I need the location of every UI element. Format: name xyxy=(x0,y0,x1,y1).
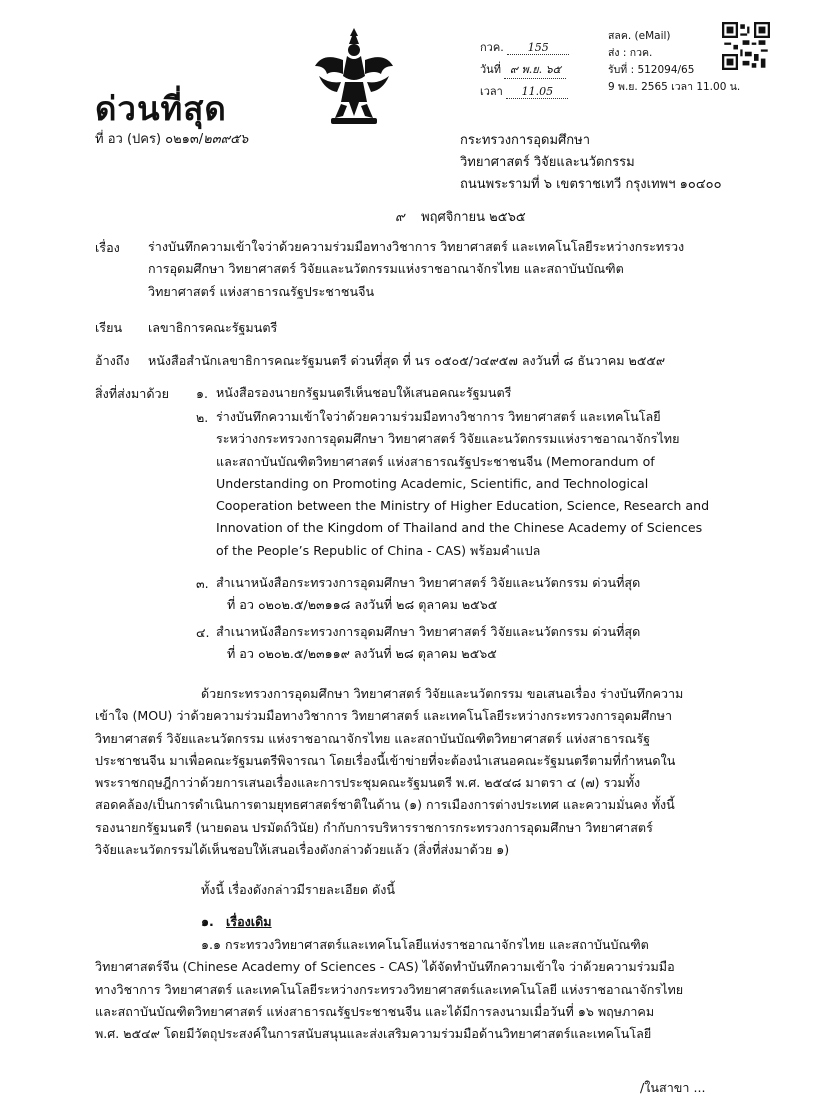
enclosure-line: ที่ อว ๐๒๐๒.๕/๒๓๑๑๘ ลงวันที่ ๒๘ ตุลาคม ๒๕๖๕ xyxy=(227,597,498,613)
sender-address-line1: กระทรวงการอุดมศึกษา xyxy=(460,133,590,148)
receipt-time-label: เวลา xyxy=(480,85,503,98)
enclosure-item xyxy=(216,621,640,666)
continued-marker: /ในสาขา ... xyxy=(640,1080,706,1095)
enclosure-line: และสถาบันบัณฑิตวิทยาศาสตร์ แห่งสาธารณรัฐประชาชนจีน (Memorandum of xyxy=(216,453,655,469)
email-stamp-line4: 9 พ.ย. 2565 เวลา 11.00 น. xyxy=(608,81,741,93)
section-title: เรื่องเดิม xyxy=(226,914,272,929)
receipt-date-label: วันที่ xyxy=(480,63,501,76)
email-stamp-line1: สลค. (eMail) xyxy=(608,30,671,42)
enclosure-line: ร่างบันทึกความเข้าใจว่าด้วยความร่วมมือทางวิชาการ วิทยาศาสตร์ และเทคโนโลยี xyxy=(216,409,661,424)
garuda-emblem-icon xyxy=(313,26,395,128)
enclosure-line: ที่ อว ๐๒๐๒.๕/๒๓๑๑๙ ลงวันที่ ๒๘ ตุลาคม ๒๕๖๕ xyxy=(227,646,497,662)
receipt-office-label: กวค. xyxy=(480,41,504,54)
enclosure-line: Innovation of the Kingdom of Thailand and the Chinese Academy of Sciences xyxy=(216,520,703,536)
reference-label: อ้างถึง xyxy=(95,353,130,368)
receipt-stamp-date xyxy=(480,60,566,79)
body-line: ด้วยกระทรวงการอุดมศึกษา วิทยาศาสตร์ วิจัยและนวัตกรรม ขอเสนอเรื่อง ร่างบันทึกความ xyxy=(201,686,684,701)
body-paragraph xyxy=(95,934,683,1045)
subject-line: ร่างบันทึกความเข้าใจว่าด้วยความร่วมมือทางวิชาการ วิทยาศาสตร์ และเทคโนโลยีระหว่างกระทรวง xyxy=(148,239,685,254)
body-line: เข้าใจ (MOU) ว่าด้วยความร่วมมือทางวิชาการ วิทยาศาสตร์ และเทคโนโลยีระหว่างกระทรวงการอุดมศึกษา xyxy=(95,708,673,724)
body-line: พระราชกฤษฎีกาว่าด้วยการเสนอเรื่องและการประชุมคณะรัฐมนตรี พ.ศ. ๒๕๔๘ มาตรา ๔ (๗) รวมทั้ง xyxy=(95,775,641,791)
document-number-label: ที่ อว (ปคร) ๐๒๑๓/ xyxy=(95,132,204,147)
enclosures-label: สิ่งที่ส่งมาด้วย xyxy=(95,386,169,401)
body-line: และสถาบันบัณฑิตวิทยาศาสตร์ แห่งสาธารณรัฐประชาชนจีน และได้มีการลงนามเมื่อวันที่ ๑๖ พฤษภาคม xyxy=(95,1003,655,1019)
body-line: วิทยาศาสตร์ วิจัยและนวัตกรรม แห่งราชอาณาจักรไทย และสถาบันบัณฑิตวิทยาศาสตร์ แห่งสาธารณรัฐ xyxy=(95,730,651,746)
enclosure-num: ๑. xyxy=(196,386,208,401)
body-line: ทางวิชาการ วิทยาศาสตร์ และเทคโนโลยีระหว่างกระทรวงวิทยาศาสตร์และเทคโนโลยี แห่งราชอาณาจักรไทย xyxy=(95,981,684,997)
enclosure-line: of the People’s Republic of China - CAS) พร้อมคำแปล xyxy=(216,542,541,558)
body-line: ๑.๑ กระทรวงวิทยาศาสตร์และเทคโนโลยีแห่งราชอาณาจักรไทย และสถาบันบัณฑิต xyxy=(201,937,649,952)
receipt-stamp-time xyxy=(480,82,568,100)
enclosure-num: ๒. xyxy=(196,410,209,425)
body-line: ประชาชนจีน มาเพื่อคณะรัฐมนตรีพิจารณา โดยเรื่องนี้เข้าข่ายที่จะต้องนำเสนอคณะรัฐมนตรีตามที่กำหนดใน xyxy=(95,752,676,768)
recipient-label: เรียน xyxy=(95,320,123,335)
enclosure-num: ๔. xyxy=(196,625,210,640)
reference-text: หนังสือสำนักเลขาธิการคณะรัฐมนตรี ด่วนที่สุด ที่ นร ๐๕๐๕/ว๔๙๕๗ ลงวันที่ ๘ ธันวาคม ๒๕๕๙ xyxy=(148,353,666,368)
body-line: รองนายกรัฐมนตรี (นายดอน ปรมัตถ์วินัย) กำกับการบริหารราชการกระทรวงการอุดมศึกษา วิทยาศาสตร์ xyxy=(95,819,653,835)
enclosure-item xyxy=(216,406,709,562)
sender-address-line3: ถนนพระรามที่ ๖ เขตราชเทวี กรุงเทพฯ ๑๐๔๐๐ xyxy=(460,177,722,192)
sender-address xyxy=(460,130,722,196)
document-number-handwritten: ๒๓๙๕๖ xyxy=(203,132,249,147)
letter-date-month-year: พฤศจิกายน ๒๕๖๕ xyxy=(421,210,526,225)
enclosure-item xyxy=(216,572,640,617)
recipient-text: เลขาธิการคณะรัฐมนตรี xyxy=(148,320,278,335)
enclosure-line: ระหว่างกระทรวงการอุดมศึกษา วิทยาศาสตร์ วิจัยและนวัตกรรมแห่งราชอาณาจักรไทย xyxy=(216,431,680,447)
enclosure-num: ๓. xyxy=(196,576,209,591)
email-stamp-line3: รับที่ : 512094/65 xyxy=(608,64,695,76)
body-line: สอดคล้อง/เป็นการดำเนินการตามยุทธศาสตร์ชาติในด้าน (๑) การเมืองการต่างประเทศ และความมั่นคง ทั้งนี้ xyxy=(95,797,675,813)
subject-line: วิทยาศาสตร์ แห่งสาธารณรัฐประชาชนจีน xyxy=(148,283,375,299)
receipt-stamp-office xyxy=(480,38,569,56)
subject-label: เรื่อง xyxy=(95,240,120,255)
body-paragraph xyxy=(95,683,683,861)
enclosure-item xyxy=(216,382,511,404)
body-line: พ.ศ. ๒๕๔๙ โดยมีวัตถุประสงค์ในการสนับสนุนและส่งเสริมความร่วมมือด้านวิทยาศาสตร์และเทคโนโลยี xyxy=(95,1026,652,1042)
enclosure-line: Cooperation between the Ministry of Higher Education, Science, Research and xyxy=(216,498,710,514)
section-number: ๑. xyxy=(201,914,214,929)
enclosure-line: หนังสือรองนายกรัฐมนตรีเห็นชอบให้เสนอคณะรัฐมนตรี xyxy=(216,385,512,400)
subject-text xyxy=(148,236,684,303)
sender-address-line2: วิทยาศาสตร์ วิจัยและนวัตกรรม xyxy=(460,155,635,170)
enclosure-line: Understanding on Promoting Academic, Scientific, and Technological xyxy=(216,475,649,491)
letter-date xyxy=(395,206,526,227)
receipt-office-no: 155 xyxy=(507,41,569,55)
body-line: วิจัยและนวัตกรรมได้เห็นชอบให้เสนอเรื่องดังกล่าวด้วยแล้ว (สิ่งที่ส่งมาด้วย ๑) xyxy=(95,842,510,858)
receipt-time-value: 11.05 xyxy=(506,85,568,99)
letter-date-day: ๙ xyxy=(395,210,405,225)
document-number xyxy=(95,128,248,149)
receipt-date-value: ๙ พ.ย. ๖๕ xyxy=(504,60,566,79)
urgency-heading: ด่วนที่สุด xyxy=(95,89,227,128)
email-stamp xyxy=(608,28,740,96)
enclosure-line: สำเนาหนังสือกระทรวงการอุดมศึกษา วิทยาศาสตร์ วิจัยและนวัตกรรม ด่วนที่สุด xyxy=(216,624,641,639)
body-line: วิทยาศาสตร์จีน (Chinese Academy of Sciences - CAS) ได้จัดทำบันทึกความเข้าใจ ว่าด้วยความร่วมมือ xyxy=(95,959,675,975)
email-stamp-line2: ส่ง : กวค. xyxy=(608,47,653,59)
subject-line: การอุดมศึกษา วิทยาศาสตร์ วิจัยและนวัตกรรมแห่งราชอาณาจักรไทย และสถาบันบัณฑิต xyxy=(148,261,624,277)
enclosure-line: สำเนาหนังสือกระทรวงการอุดมศึกษา วิทยาศาสตร์ วิจัยและนวัตกรรม ด่วนที่สุด xyxy=(216,575,641,590)
qr-code-icon xyxy=(722,22,770,70)
body-intro-details: ทั้งนี้ เรื่องดังกล่าวมีรายละเอียด ดังนี้ xyxy=(201,882,396,897)
